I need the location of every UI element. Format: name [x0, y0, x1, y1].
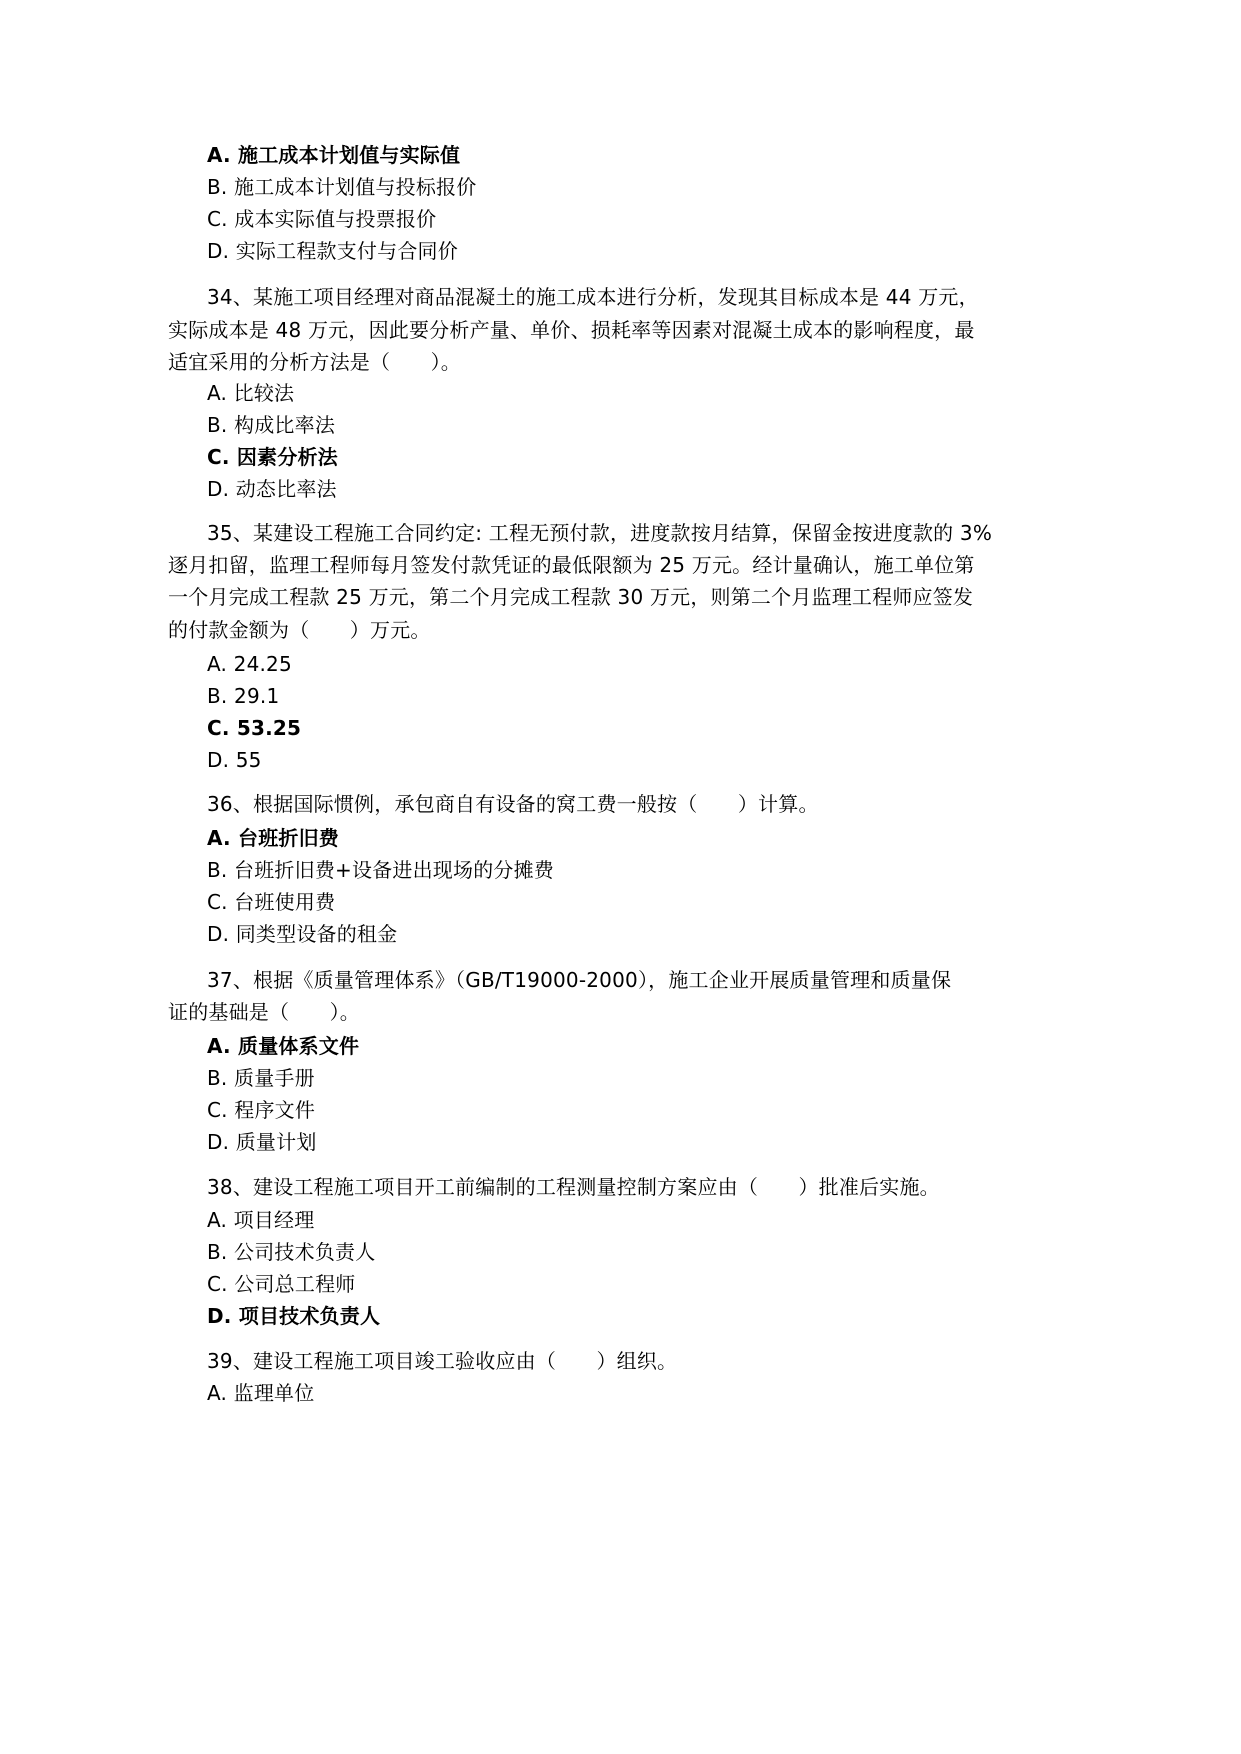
answer-option: D. 实际工程款支付与合同价	[207, 239, 458, 263]
question-stem: 37、根据《质量管理体系》（GB/T19000-2000），施工企业开展质量管理和质量保	[207, 968, 952, 992]
question-stem: 36、根据国际惯例，承包商自有设备的窝工费一般按（ ）计算。	[207, 792, 819, 816]
question-stem: 34、某施工项目经理对商品混凝土的施工成本进行分析，发现其目标成本是 44 万元，	[207, 285, 979, 309]
question-stem: 39、建设工程施工项目竣工验收应由（ ）组织。	[207, 1349, 678, 1373]
answer-option-correct: A. 质量体系文件	[207, 1034, 360, 1058]
answer-option-correct: C. 53.25	[207, 716, 302, 740]
answer-option: B. 公司技术负责人	[207, 1240, 376, 1264]
answer-option-correct: D. 项目技术负责人	[207, 1304, 381, 1328]
answer-option: C. 公司总工程师	[207, 1272, 356, 1296]
answer-option: B. 构成比率法	[207, 413, 336, 437]
answer-option: C. 台班使用费	[207, 890, 336, 914]
question-stem: 35、某建设工程施工合同约定: 工程无预付款，进度款按月结算，保留金按进度款的 3%	[207, 521, 993, 545]
answer-option: A. 比较法	[207, 381, 295, 405]
answer-option: B. 台班折旧费+设备进出现场的分摊费	[207, 858, 554, 882]
question-stem-continuation: 证的基础是（ ）。	[168, 1000, 360, 1024]
answer-option: D. 55	[207, 748, 262, 772]
answer-option: A. 24.25	[207, 652, 292, 676]
answer-option: A. 监理单位	[207, 1381, 315, 1405]
question-stem: 38、建设工程施工项目开工前编制的工程测量控制方案应由（ ）批准后实施。	[207, 1175, 940, 1199]
answer-option: D. 动态比率法	[207, 477, 337, 501]
answer-option-correct: C. 因素分析法	[207, 445, 338, 469]
question-stem-continuation: 实际成本是 48 万元，因此要分析产量、单价、损耗率等因素对混凝土成本的影响程度，最	[168, 318, 975, 342]
answer-option: C. 成本实际值与投票报价	[207, 207, 437, 231]
answer-option: B. 29.1	[207, 684, 280, 708]
answer-option: D. 同类型设备的租金	[207, 922, 398, 946]
answer-option: B. 质量手册	[207, 1066, 315, 1090]
question-stem-continuation: 适宜采用的分析方法是（ ）。	[168, 350, 461, 374]
question-stem-continuation: 逐月扣留，监理工程师每月签发付款凭证的最低限额为 25 万元。经计量确认，施工单位第	[168, 553, 975, 577]
answer-option-correct: A. 台班折旧费	[207, 826, 340, 850]
question-stem-continuation: 的付款金额为（ ）万元。	[168, 618, 431, 642]
answer-option-correct: A. 施工成本计划值与实际值	[207, 143, 461, 167]
answer-option: A. 项目经理	[207, 1208, 315, 1232]
answer-option: B. 施工成本计划值与投标报价	[207, 175, 477, 199]
answer-option: C. 程序文件	[207, 1098, 316, 1122]
question-stem-continuation: 一个月完成工程款 25 万元，第二个月完成工程款 30 万元，则第二个月监理工程师应签发	[168, 585, 974, 609]
answer-option: D. 质量计划	[207, 1130, 317, 1154]
